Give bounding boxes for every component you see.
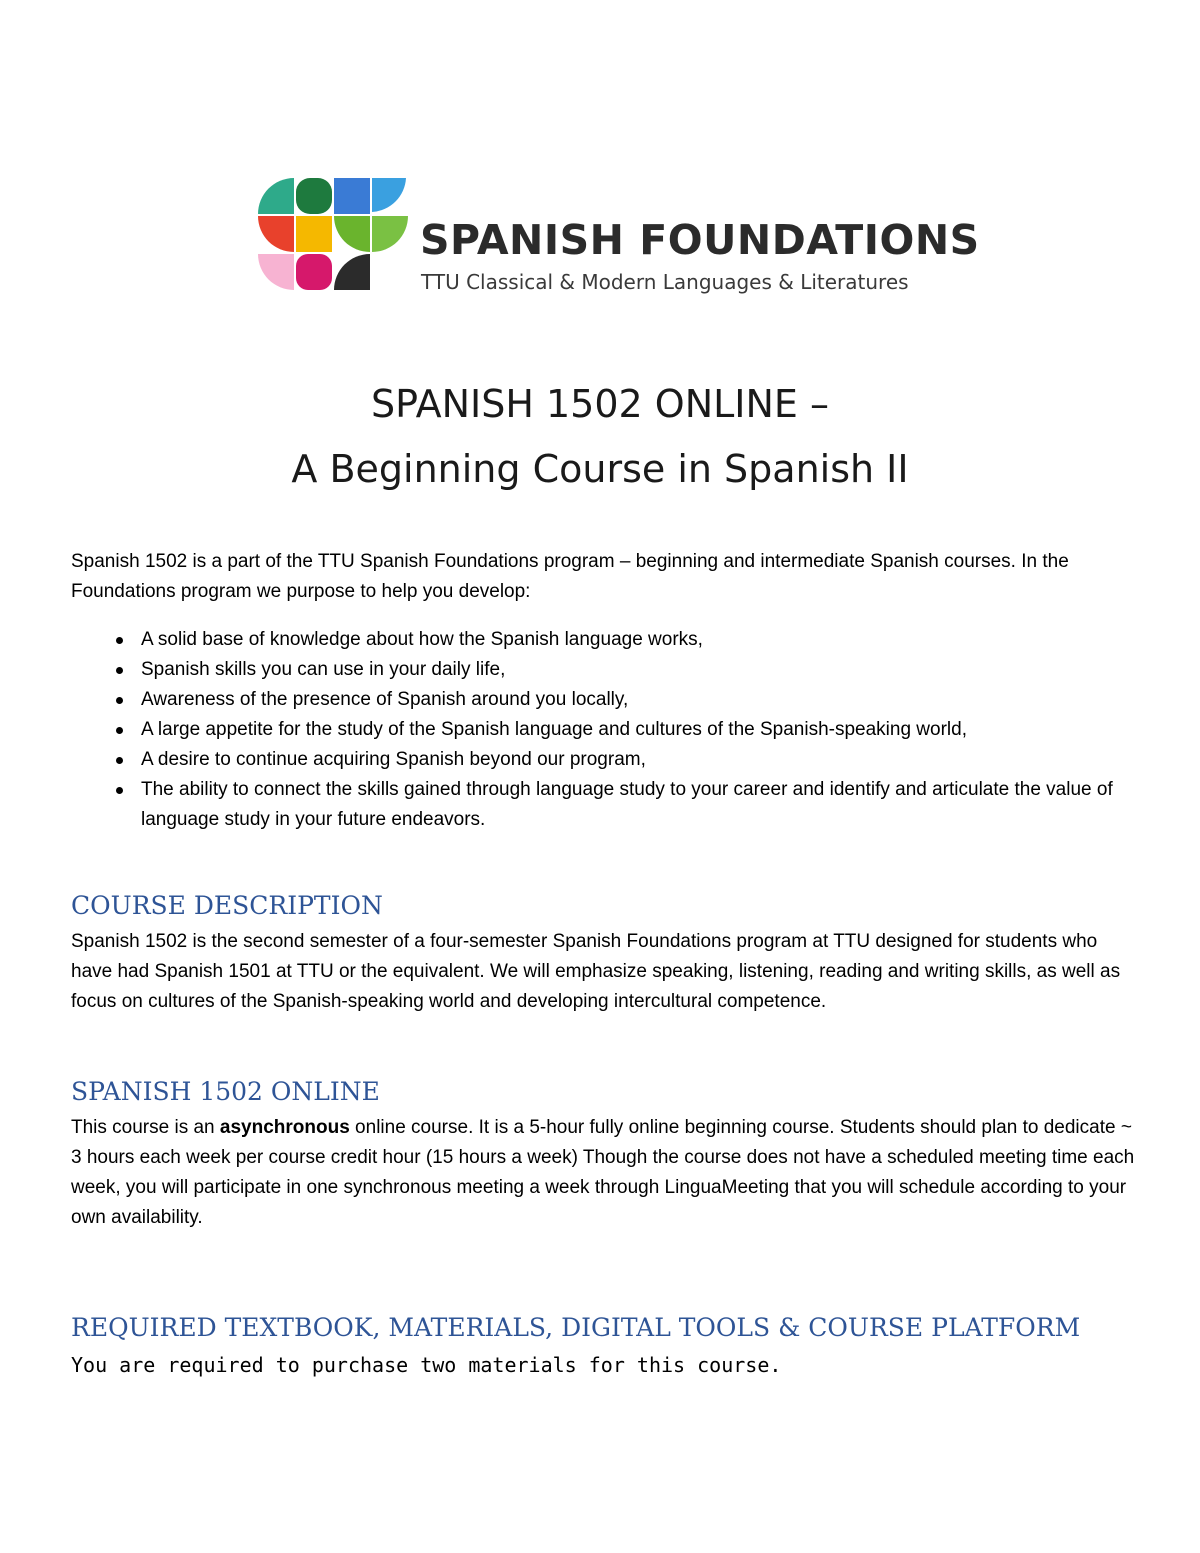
logo-tile-red [258,216,294,252]
required-materials-heading: REQUIRED TEXTBOOK, MATERIALS, DIGITAL TOOLS & COURSE PLATFORM [71,1313,1081,1342]
course-description-heading: COURSE DESCRIPTION [71,891,383,920]
bullet-icon [116,667,123,674]
bullet-icon [116,787,123,794]
page-title-line2: A Beginning Course in Spanish II [291,447,909,491]
logo-tile-blue [334,178,370,214]
list-item [71,685,1131,715]
goal-text: Spanish skills you can use in your daily life, [141,659,506,680]
course-description-text: Spanish 1502 is the second semester of a four-semester Spanish Foundations program at TTU designed for students who have had Spanish 1501 at TTU or the equivalent. We will emphasize speaking, listening, reading and writing skills, as well as focus on cultures of the Spanish-speaking world and developing intercultural competence. [71,931,1121,1012]
list-item [71,655,1131,685]
bullet-icon [116,757,123,764]
logo-tile-green3 [372,216,408,252]
bullet-icon [116,697,123,704]
logo-name: SPANISH FOUNDATIONS [420,216,980,264]
list-item [71,625,1131,655]
goal-text: A large appetite for the study of the Spanish language and cultures of the Spanish-speaking world, [141,719,967,740]
goal-text: A desire to continue acquiring Spanish beyond our program, [141,749,646,770]
goal-text: The ability to connect the skills gained through language study to your career and identify and articulate the value of language study in your future endeavors. [141,779,1113,830]
bullet-icon [116,637,123,644]
online-text-start: This course is an [71,1117,220,1138]
online-text [71,1113,1141,1233]
online-text-end: online course. It is a 5-hour fully online beginning course. Students should plan to dedicate ~ 3 hours each week per course credit hour (15 hours a week) Though the course does not have a scheduled meeting time each week, you will participate in one synchronous meeting a week through LinguaMeeting that you will schedule according to your own availability. [71,1117,1135,1228]
bullet-icon [116,727,123,734]
logo-tile-green2 [334,216,370,252]
online-heading: SPANISH 1502 ONLINE [71,1077,380,1106]
logo-tile-dark [334,254,370,290]
goal-text: Awareness of the presence of Spanish around you locally, [141,689,629,710]
logo-mark-icon [256,176,412,296]
logo-tile-yellow [296,216,332,252]
list-item [71,715,1131,745]
logo-tile-teal [258,178,294,214]
goals-list [71,625,1131,835]
required-materials-text: You are required to purchase two materials for this course. [71,1353,782,1377]
spanish-foundations-logo [256,176,980,296]
online-text-emphasis: asynchronous [219,1117,350,1138]
goal-text: A solid base of knowledge about how the Spanish language works, [141,629,703,650]
logo-tile-green [296,178,332,214]
list-item [71,745,1131,775]
page-title-line1: SPANISH 1502 ONLINE – [370,382,830,426]
logo-tile-magenta [296,254,332,290]
logo-tile-pink [258,254,294,290]
logo-tile-lightblue [372,178,406,212]
intro-paragraph: Spanish 1502 is a part of the TTU Spanish Foundations program – beginning and intermediate Spanish courses. In the Foundations program we purpose to help you develop: [71,551,1069,602]
list-item [71,775,1131,835]
logo-subtitle: TTU Classical & Modern Languages & Literatures [421,270,909,294]
